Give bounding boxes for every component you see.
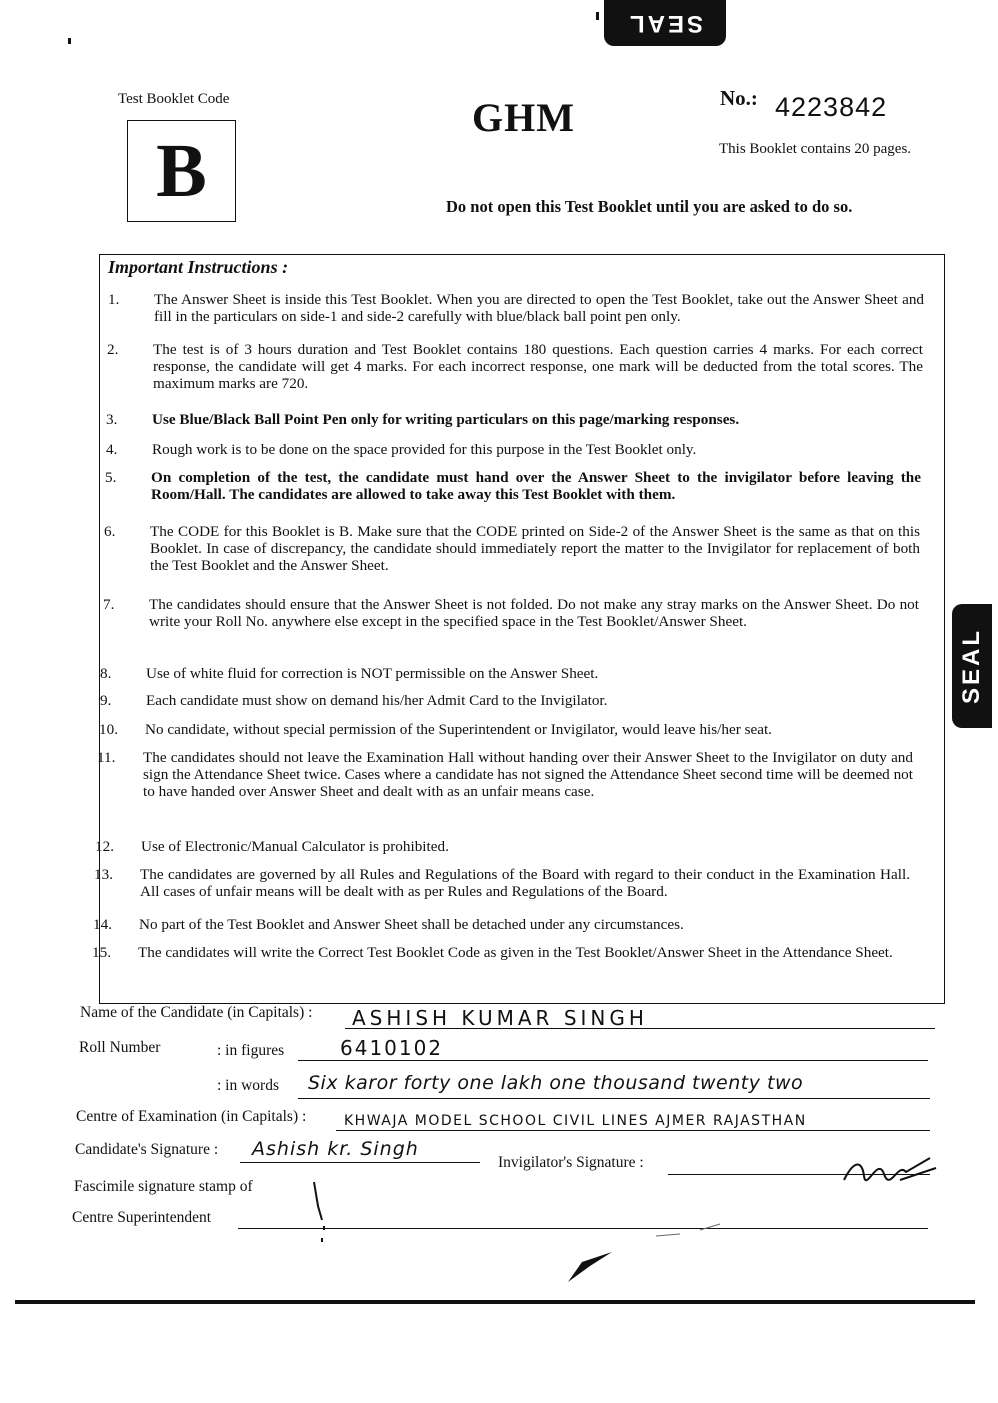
invigilator-signature-label: Invigilator's Signature : (498, 1154, 644, 1171)
instruction-number: 11. (97, 749, 116, 766)
superintendent-line (238, 1228, 928, 1229)
instruction-number: 3. (106, 411, 118, 428)
instructions-title: Important Instructions : (108, 257, 289, 277)
series-code: GHM (472, 95, 575, 140)
superintendent-label: Centre Superintendent (72, 1209, 212, 1226)
seal-side-text: SEAL (958, 627, 986, 705)
instruction-number: 13. (94, 866, 113, 883)
candidate-signature-label: Candidate's Signature : (75, 1141, 219, 1158)
roll-figures-line (298, 1060, 928, 1061)
booklet-number: 4223842 (775, 92, 888, 122)
roll-figures-value: 6410102 (340, 1036, 444, 1060)
centre-label: Centre of Examination (in Capitals) : (76, 1108, 307, 1125)
instruction-text: Rough work is to be done on the space provided for this purpose in the Test Booklet only. (152, 441, 697, 458)
booklet-code-label: Test Booklet Code (118, 91, 230, 107)
instruction-text: Each candidate must show on demand his/her Admit Card to the Invigilator. (146, 692, 608, 709)
seal-top (604, 0, 726, 46)
instruction-text: The test is of 3 hours duration and Test Booklet contains 180 questions. Each question carries 4 marks. For each correct response, the candidate will get 4 marks. For each incorrect response, one mark will be deducted from the total scores. The maximum marks are 720. (153, 341, 923, 392)
instruction-text: The candidates should not leave the Examination Hall without handing over their Answer Sheet to the Invigilator on duty and sign the Attendance Sheet twice. Cases where a candidate has not signed the Attendance Sheet second time will be deemed not to have handed over Answer Sheet and dealt with as an unfair means case. (143, 749, 913, 800)
instruction-text: The Answer Sheet is inside this Test Booklet. When you are directed to open the Test Booklet, take out the Answer Sheet and fill in the particulars on side-1 and side-2 carefully with blue/black ball point pen only. (154, 291, 924, 325)
pages-info: This Booklet contains 20 pages. (719, 141, 912, 157)
instruction-number: 9. (100, 692, 112, 709)
roll-words-label: : in words (217, 1077, 279, 1094)
instruction-text: No candidate, without special permission of the Superintendent or Invigilator, would leave his/her seat. (145, 721, 772, 738)
roll-words-line (298, 1098, 930, 1099)
instruction-number: 14. (93, 916, 112, 933)
roll-words-value: Six karor forty one lakh one thousand twenty two (308, 1072, 804, 1094)
candidate-name-value: ASHISH KUMAR SINGH (352, 1006, 648, 1030)
instruction-number: 15. (92, 944, 111, 961)
seal-side (952, 604, 992, 728)
instruction-number: 2. (107, 341, 119, 358)
stray-mark (68, 38, 71, 44)
instruction-number: 4. (106, 441, 118, 458)
candidate-name-label: Name of the Candidate (in Capitals) : (80, 1004, 313, 1021)
instruction-text: No part of the Test Booklet and Answer Sheet shall be detached under any circumstances. (139, 916, 684, 933)
instruction-number: 5. (105, 469, 117, 486)
instruction-number: 12. (95, 838, 114, 855)
instruction-text: The CODE for this Booklet is B. Make sure that the CODE printed on Side-2 of the Answer Sheet is the same as that on this Booklet. In case of discrepancy, the candidate should immediately report the matter to the Invigilator for replacement of both the Test Booklet and the Answer Sheet. (150, 523, 920, 574)
instruction-text: Use Blue/Black Ball Point Pen only for writing particulars on this page/marking responses. (152, 411, 740, 428)
open-warning: Do not open this Test Booklet until you are asked to do so. (446, 197, 853, 216)
seal-top-text: SEAL (626, 10, 703, 37)
roll-figures-label: : in figures (217, 1042, 285, 1059)
candidate-signature-value: Ashish kr. Singh (252, 1138, 419, 1160)
instruction-text: On completion of the test, the candidate must hand over the Answer Sheet to the invigilator before leaving the Room/Hall. The candidates are allowed to take away this Test Booklet with them. (151, 469, 921, 503)
roll-number-label: Roll Number (79, 1039, 161, 1056)
instruction-number: 1. (108, 291, 120, 308)
instruction-text: The candidates will write the Correct Test Booklet Code as given in the Test Booklet/Answer Sheet in the Attendance Sheet. (138, 944, 893, 961)
candidate-signature-line (240, 1162, 480, 1163)
instruction-text: The candidates should ensure that the Answer Sheet is not folded. Do not make any stray marks on the Answer Sheet. Do not write your Roll No. anywhere else except in the specified space in the Test Booklet/Answer Sheet. (149, 596, 919, 630)
stray-mark (596, 12, 599, 20)
instruction-number: 6. (104, 523, 116, 540)
stamp-mark (650, 1218, 730, 1242)
instruction-text: Use of white fluid for correction is NOT permissible on the Answer Sheet. (146, 665, 599, 682)
instruction-number: 7. (103, 596, 115, 613)
instruction-text: Use of Electronic/Manual Calculator is prohibited. (141, 838, 449, 855)
stamp-mark (560, 1248, 620, 1288)
invigilator-signature-scribble (840, 1150, 940, 1190)
bottom-rule (15, 1300, 975, 1304)
stamp-mark (300, 1176, 340, 1256)
booklet-code: B (156, 128, 207, 213)
instruction-number: 8. (100, 665, 112, 682)
centre-value: KHWAJA MODEL SCHOOL CIVIL LINES AJMER RAJASTHAN (344, 1113, 807, 1129)
booklet-number-label: No.: (720, 86, 758, 110)
centre-line (336, 1130, 930, 1131)
booklet-code-box (127, 120, 236, 222)
facsimile-label: Fascimile signature stamp of (74, 1178, 253, 1195)
instruction-text: The candidates are governed by all Rules and Regulations of the Board with regard to their conduct in the Examination Hall. All cases of unfair means will be dealt with as per Rules and Regulations of the Board. (140, 866, 910, 900)
instruction-number: 10. (99, 721, 118, 738)
